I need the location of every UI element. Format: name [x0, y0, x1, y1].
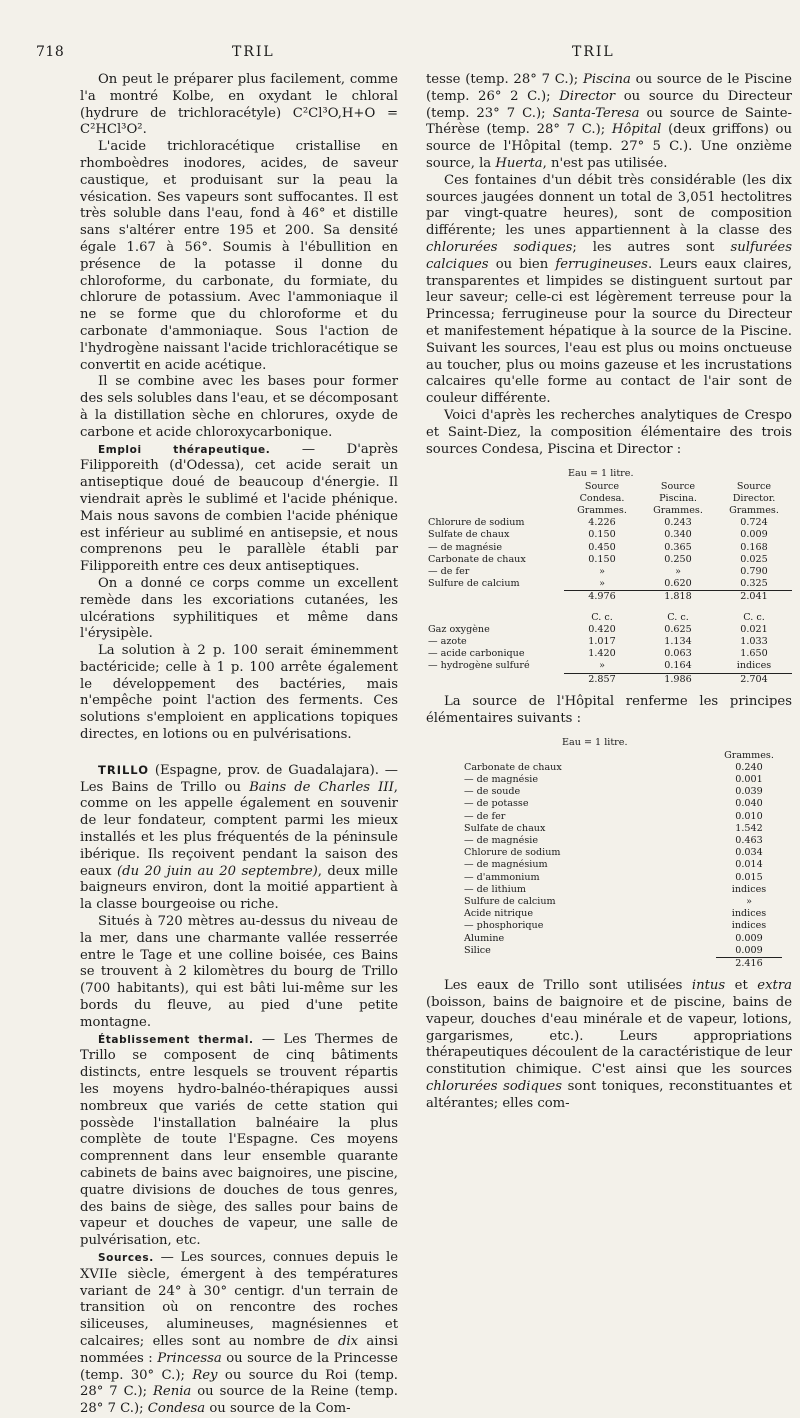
source-name: Huerta: [495, 155, 543, 171]
row-label: — de magnésie: [464, 773, 538, 785]
col-head: Grammes.: [724, 749, 774, 761]
left-column: [80, 72, 398, 1418]
value-cell: 0.365: [664, 541, 692, 553]
row-label: Chlorure de sodium: [464, 847, 561, 859]
running-head-right: TRIL: [572, 44, 615, 60]
paragraph-text: ou source de la Reine (temp. 28° 7 C.);: [80, 1384, 398, 1417]
value-cell: »: [599, 565, 605, 577]
paragraph-text: — Les Thermes de Trillo se composent de cinq bâtiments distincts, entre lesquels se trouvent répartis les moyens hydro-balnéo-thérapiques aussi nombreux que variés de cette station qui possède l'installation balnéaire la plus complète de toute l'Espagne. Ces moyens comprennent dans leur ensemble quarante cabinets de bains avec baignoires, une piscine, quatre divisions de douches de tous genres, des bains de siège, des salles pour bains de vapeur et douches de vapeur, une salle de pulvérisation, etc.: [80, 1031, 398, 1249]
row-label: Sulfate de chaux: [428, 529, 510, 541]
source-name: Hôpital: [611, 122, 662, 138]
paragraph: On peut le préparer plus facilement, comme l'a montré Kolbe, en oxydant le chloral (hydrure de trichloracétyle) C²Cl³O,H+O = C²HCl³O².: [80, 72, 398, 138]
value-cell: »: [746, 896, 752, 908]
table-row: [464, 933, 782, 945]
col-head: Source: [736, 480, 772, 492]
col-head: C. c.: [667, 611, 689, 623]
value-cell: 0.021: [740, 623, 768, 635]
value-cell: 0.040: [735, 798, 763, 810]
paragraph-text: ou source de la Princesse (temp. 30° C.);: [80, 1350, 398, 1383]
table-row: [464, 945, 782, 958]
source-name: Princessa: [157, 1350, 222, 1366]
row-label: Chlorure de sodium: [428, 517, 525, 529]
col-head: Director.: [732, 492, 776, 504]
value-cell: 0.243: [664, 517, 692, 529]
table-row: [428, 648, 792, 660]
table-row: [428, 529, 792, 541]
paragraph-text: — Les sources, connues depuis le XVIIe siècle, émergent à des températures variant de 24° à 30° centigr. d'un terrain de transition où on rencontre des roches siliceuses, alumineuses, magnésiennes et calcaires; elles sont au nombre de: [80, 1249, 398, 1349]
paragraph: On a donné ce corps comme un excellent remède dans les excoriations cutanées, les ulcérations syphilitiques et même dans l'érysipèle.: [80, 575, 398, 642]
col-head: Grammes.: [653, 504, 703, 516]
table-row: [464, 896, 782, 908]
row-label: — de magnésie: [464, 835, 538, 846]
row-label: — de fer: [428, 565, 470, 577]
source-name: Director: [559, 88, 616, 104]
table-row: [464, 847, 782, 859]
value-cell: 0.625: [664, 623, 692, 635]
value-cell: 0.014: [735, 859, 763, 871]
paragraph-text: ainsi nommées :: [80, 1333, 398, 1366]
value-cell: 1.134: [664, 635, 692, 647]
table-row: [464, 884, 782, 896]
row-label: Acide nitrique: [464, 908, 533, 920]
entry-text: , deux mille baigneurs environ, dont la moitié appartient à la classe bourgeoise ou riche.: [80, 863, 398, 913]
paragraph: [80, 442, 398, 576]
table-row: [464, 823, 782, 835]
entry-italic: (du 20 juin au 20 septembre): [117, 863, 318, 879]
paragraph: La source de l'Hôpital renferme les principes élémentaires suivants :: [426, 693, 792, 726]
sum-cell: 4.976: [564, 591, 640, 604]
value-cell: 0.150: [588, 553, 616, 565]
paragraph-text: Ces fontaines d'un débit très considérable (les dix sources jaugées donnent un total de 3,051 hectolitres par vingt-quatre heures), sont de composition différente; les unes appartiennent à la classe des: [426, 172, 792, 239]
entry-trillo: [80, 762, 398, 914]
table-row: [428, 624, 792, 636]
source-name: Santa-Teresa: [552, 105, 640, 121]
value-cell: 0.325: [740, 578, 768, 590]
table-row: [428, 660, 792, 673]
row-label: Silice: [464, 944, 491, 956]
paragraph-text: ou source de Sainte-Thérèse (temp. 28° 7 C.);: [426, 105, 792, 138]
rubric-emploi: Emploi thérapeutique.: [98, 443, 271, 456]
col-head: Grammes.: [729, 504, 779, 516]
value-cell: indices: [736, 660, 772, 672]
value-cell: 0.025: [740, 553, 768, 565]
value-cell: indices: [731, 908, 767, 920]
paragraph-text: — D'après Filipporeith (d'Odessa), cet acide serait un antiseptique doué de beaucoup d'énergie. Il viendrait après le sublimé et l'acide phénique. Mais nous savons de combien l'acide phénique est inférieur au sublimé en antisepsie, et nous comprenons peu le parallèle établi par Filipporeith entre ces deux antiseptiques.: [80, 441, 398, 575]
row-label: Alumine: [464, 932, 505, 944]
value-cell: »: [599, 578, 605, 590]
row-label: — de fer: [464, 810, 506, 822]
paragraph-text: (boisson, bains de baignoire et de piscine, bains de vapeur, douches d'eau minérale et de vapeur, lotions, gargarismes, etc.). Leurs appropriations thérapeutiques découlent de la caractéristique de leur constitution chimique. C'est ainsi que les sources: [426, 995, 792, 1078]
sum-cell: 2.416: [716, 958, 782, 971]
table-row: [428, 517, 792, 529]
paragraph-text: sont toniques, reconstituantes et altérantes; elles com-: [426, 1079, 792, 1111]
italic-text: intus: [691, 978, 726, 994]
italic-text: extra: [757, 978, 792, 994]
running-head-left: TRIL: [232, 44, 275, 60]
right-column: [426, 72, 792, 1113]
sum-cell: 1.818: [640, 591, 716, 604]
value-cell: 0.034: [735, 847, 763, 859]
table-caption: Eau = 1 litre.: [562, 737, 628, 749]
value-cell: »: [675, 565, 681, 577]
value-cell: 0.063: [664, 648, 692, 660]
col-head: Source: [584, 480, 620, 492]
table-row: [428, 566, 792, 578]
page-number: 718: [36, 44, 65, 60]
table-row: [464, 908, 782, 920]
value-cell: 0.340: [664, 529, 692, 541]
paragraph: [80, 1032, 398, 1250]
row-label: — de lithium: [464, 883, 527, 895]
value-cell: 4.226: [588, 517, 616, 529]
paragraph-text: ou source de le Piscine (temp. 26° 2 C.);: [426, 72, 792, 104]
row-label: — de soude: [464, 786, 521, 798]
paragraph: La solution à 2 p. 100 serait éminemment bactéricide; celle à 1 p. 100 arrête également le développement des bactéries, mais n'empêche point l'action des ferments. Ces solutions s'emploient en applications topiques directes, en lotions ou en pulvérisations.: [80, 643, 398, 743]
table-row: [464, 835, 782, 847]
rubric-etablissement: Établissement thermal.: [98, 1033, 254, 1046]
col-head: Condesa.: [579, 492, 625, 504]
row-label: — de potasse: [464, 798, 529, 810]
value-cell: 1.033: [740, 635, 768, 647]
col-head: C. c.: [743, 611, 765, 623]
entry-italic: Bains de Charles III: [249, 779, 394, 795]
table-row: [464, 872, 782, 884]
analysis-table-three-sources: [428, 468, 792, 685]
paragraph-text: ou source de la Com-: [205, 1401, 351, 1417]
sum-cell: 2.704: [716, 673, 792, 686]
table-caption: Eau = 1 litre.: [568, 468, 634, 480]
entry-text: , comme on les appelle également en souvenir de leur fondateur, comptent parmi les mieux installés et les plus fréquentés de la péninsule ibérique. Ils reçoivent pendant la saison des eaux: [80, 779, 398, 879]
value-cell: 0.724: [740, 517, 768, 529]
table-row: [428, 636, 792, 648]
source-name: Rey: [192, 1367, 218, 1383]
value-cell: 0.620: [664, 578, 692, 590]
value-cell: 0.168: [740, 541, 768, 553]
source-name: Condesa: [147, 1401, 206, 1417]
row-label: Sulfate de chaux: [464, 822, 546, 834]
italic-text: chlorurées sodiques: [426, 1079, 563, 1095]
entry-headword: TRILLO: [98, 762, 150, 777]
value-cell: 1.017: [588, 635, 616, 647]
paragraph: [426, 72, 792, 173]
row-label: Carbonate de chaux: [464, 761, 562, 773]
value-cell: 1.542: [735, 822, 763, 834]
row-label: — de magnésium: [464, 859, 548, 871]
italic-text: chlorurées sodiques: [426, 239, 573, 255]
value-cell: indices: [731, 920, 767, 932]
value-cell: 0.009: [735, 932, 763, 944]
table-row: [428, 554, 792, 566]
paragraph: Il se combine avec les bases pour former des sels solubles dans l'eau, et se décomposant à la distillation sèche en chlorures, oxyde de carbone et acide chloroxycarbonique.: [80, 374, 398, 440]
row-label: — acide carbonique: [428, 648, 525, 660]
paragraph: [426, 173, 792, 408]
table-row: [428, 578, 792, 591]
paragraph: Situés à 720 mètres au-dessus du niveau de la mer, dans une charmante vallée resserrée entre le Tage et une colline boisée, ces Bains se trouvent à 2 kilomètres du bourg de Trillo (700 habitants), qui est bâti lui-même sur les bords du fleuve, au pied d'une petite montagne.: [80, 914, 398, 1030]
value-cell: 0.250: [664, 553, 692, 565]
row-label: Sulfure de calcium: [428, 578, 520, 590]
entry-text: (Espagne, prov. de Guadalajara). — Les Bains de Trillo ou: [80, 762, 398, 795]
paragraph-text: ou bien: [488, 256, 556, 272]
italic-text: sulfurées calciques: [426, 239, 792, 272]
row-label: — hydrogène sulfuré: [428, 660, 530, 672]
table-row: [464, 811, 782, 823]
table-row: [464, 774, 782, 786]
value-cell: 0.039: [735, 786, 763, 798]
analysis-table-hopital: [464, 737, 782, 970]
sum-cell: 1.986: [640, 673, 716, 686]
row-label: Sulfure de calcium: [464, 896, 556, 908]
table-row: [464, 786, 782, 798]
value-cell: 0.015: [735, 871, 763, 883]
source-name: Renia: [152, 1384, 192, 1400]
value-cell: 0.240: [735, 761, 763, 773]
value-cell: 0.009: [735, 944, 763, 956]
row-label: Carbonate de chaux: [428, 553, 526, 565]
row-label: — azote: [428, 635, 467, 647]
value-cell: 0.463: [735, 835, 763, 846]
sum-cell: 2.041: [716, 591, 792, 604]
table-row: [464, 920, 782, 932]
paragraph-text: (deux griffons) ou source de l'Hôpital (temp. 27° 5 C.). Une onzième source, la: [426, 122, 792, 171]
row-label: — de magnésie: [428, 541, 502, 553]
value-cell: 0.010: [735, 810, 763, 822]
paragraph-text: , n'est pas utilisée.: [542, 155, 668, 171]
paragraph-text: Les eaux de Trillo sont utilisées: [444, 978, 692, 994]
col-head: Piscina.: [659, 492, 697, 504]
paragraph-text: . Leurs eaux claires, transparentes et limpides se distinguent surtout par leur saveur; celle-ci est légèrement terreuse pour la Princessa; ferrugineuse pour la source du Directeur et manifestement hépatique à la source de la Piscine. Suivant les sources, l'eau est plus ou moins onctueuse au toucher, plus ou moins gazeuse et les incrustations calcaires qu'elle forme au contact de l'air sont de couleur différente.: [426, 256, 792, 407]
page-header: [0, 44, 800, 64]
value-cell: »: [599, 660, 605, 672]
value-cell: 0.009: [740, 529, 768, 541]
value-cell: 0.790: [740, 565, 768, 577]
source-name: Piscina: [583, 72, 631, 87]
paragraph-text: ; les autres sont: [572, 239, 731, 255]
row-label: Gaz oxygène: [428, 623, 490, 635]
table-row: [464, 859, 782, 871]
paragraph-text: ou source du Roi (temp. 28° 7 C.);: [80, 1367, 398, 1400]
col-head: C. c.: [591, 611, 613, 623]
value-cell: indices: [731, 883, 767, 895]
value-cell: 0.420: [588, 623, 616, 635]
value-cell: 1.420: [588, 648, 616, 660]
col-head: Grammes.: [577, 504, 627, 516]
italic-text: dix: [337, 1333, 359, 1349]
table-row: [464, 762, 782, 774]
value-cell: 0.150: [588, 529, 616, 541]
paragraph: [80, 1250, 398, 1418]
row-label: — phosphorique: [464, 920, 544, 932]
paragraph-text: ou source du Directeur (temp. 23° 7 C.);: [426, 88, 792, 121]
sum-cell: 2.857: [564, 673, 640, 686]
rubric-sources: Sources.: [98, 1251, 154, 1264]
paragraph: Voici d'après les recherches analytiques de Crespo et Saint-Diez, la composition élémentaire des trois sources Condesa, Piscina et Director :: [426, 407, 792, 457]
table-row: [428, 542, 792, 554]
table-row: [464, 798, 782, 810]
paragraph: [426, 978, 792, 1112]
row-label: — d'ammonium: [464, 871, 540, 883]
paragraph-text: tesse (temp. 28° 7 C.);: [426, 72, 583, 87]
value-cell: 0.164: [664, 660, 692, 672]
italic-text: ferrugineuses: [555, 256, 648, 272]
paragraph-text: et: [725, 978, 758, 994]
value-cell: 1.650: [740, 648, 768, 660]
paragraph: L'acide trichloracétique cristallise en rhomboèdres inodores, acides, de saveur caustique, et produisant sur la peau la vésication. Ses vapeurs sont suffocantes. Il est très soluble dans l'eau, fond à 46° et distille sans s'altérer entre 195 et 200. Sa densité égale 1.67 à 56°. Soumis à l'ébullition en présence de la potasse il donne du chloroforme, du carbonate, du formiate, du chlorure de potassium. Avec l'ammoniaque il ne se forme que du chloroforme et du carbonate d'ammoniaque. Sous l'action de l'hydrogène naissant l'acide trichloracétique se convertit en acide acétique.: [80, 139, 398, 373]
value-cell: 0.001: [735, 773, 763, 785]
col-head: Source: [660, 480, 696, 492]
value-cell: 0.450: [588, 541, 616, 553]
